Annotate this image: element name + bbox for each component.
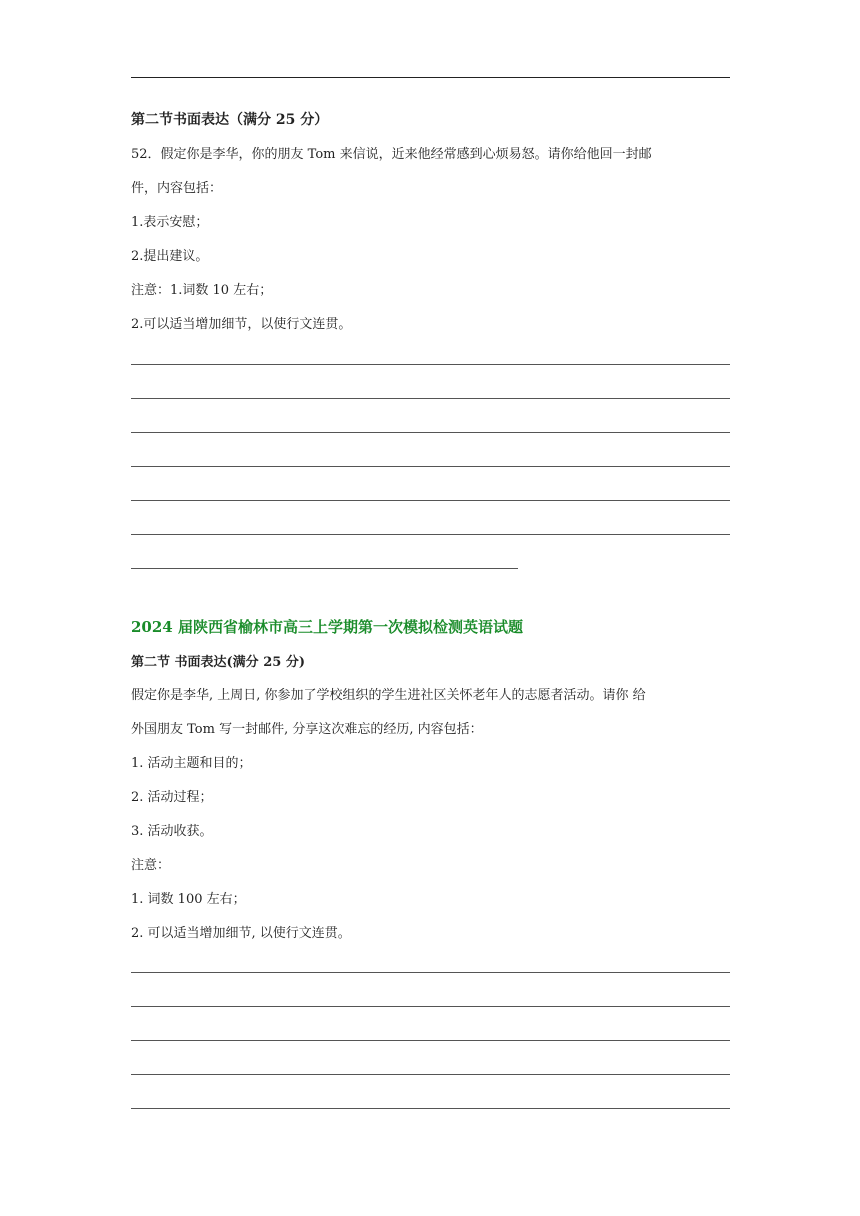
section1-heading: 第二节书面表达（满分 25 分）: [131, 112, 329, 128]
question-52-line2: 件，内容包括：: [131, 181, 223, 196]
note-line2: 2.可以适当增加细节，以使行文连贯。: [131, 317, 352, 332]
question-52-line1: 52．假定你是李华，你的朋友 Tom 来信说，近来他经常感到心烦易怒。请你给他回一封邮: [131, 147, 652, 162]
list-item: 1. 活动主题和目的；: [131, 756, 252, 771]
exam-title: 2024 届陕西省榆林市高三上学期第一次模拟检测英语试题: [131, 618, 523, 636]
writing-line: [131, 398, 730, 399]
note-label: 注意：: [131, 858, 171, 873]
header-rule: [131, 77, 730, 78]
list-item: 2. 活动过程；: [131, 790, 213, 805]
writing-line: [131, 1108, 730, 1109]
writing-line: [131, 1040, 730, 1041]
prompt-line1: 假定你是李华, 上周日, 你参加了学校组织的学生进社区关怀老年人的志愿者活动。请你 给: [131, 688, 646, 703]
list-item: 2.提出建议。: [131, 249, 209, 264]
writing-line: [131, 534, 730, 535]
writing-line: [131, 364, 730, 365]
note-item: 2. 可以适当增加细节, 以使行文连贯。: [131, 926, 351, 941]
note-line1: 注意：1.词数 10 左右；: [131, 283, 273, 298]
writing-line: [131, 466, 730, 467]
list-item: 1.表示安慰；: [131, 215, 209, 230]
section2-heading: 第二节 书面表达(满分 25 分): [131, 655, 305, 670]
writing-line: [131, 432, 730, 433]
writing-line: [131, 972, 730, 973]
writing-line: [131, 500, 730, 501]
writing-line: [131, 1006, 730, 1007]
writing-line: [131, 568, 518, 569]
prompt-line2: 外国朋友 Tom 写一封邮件, 分享这次难忘的经历, 内容包括：: [131, 722, 483, 737]
note-item: 1. 词数 100 左右；: [131, 892, 246, 907]
list-item: 3. 活动收获。: [131, 824, 213, 839]
writing-line: [131, 1074, 730, 1075]
